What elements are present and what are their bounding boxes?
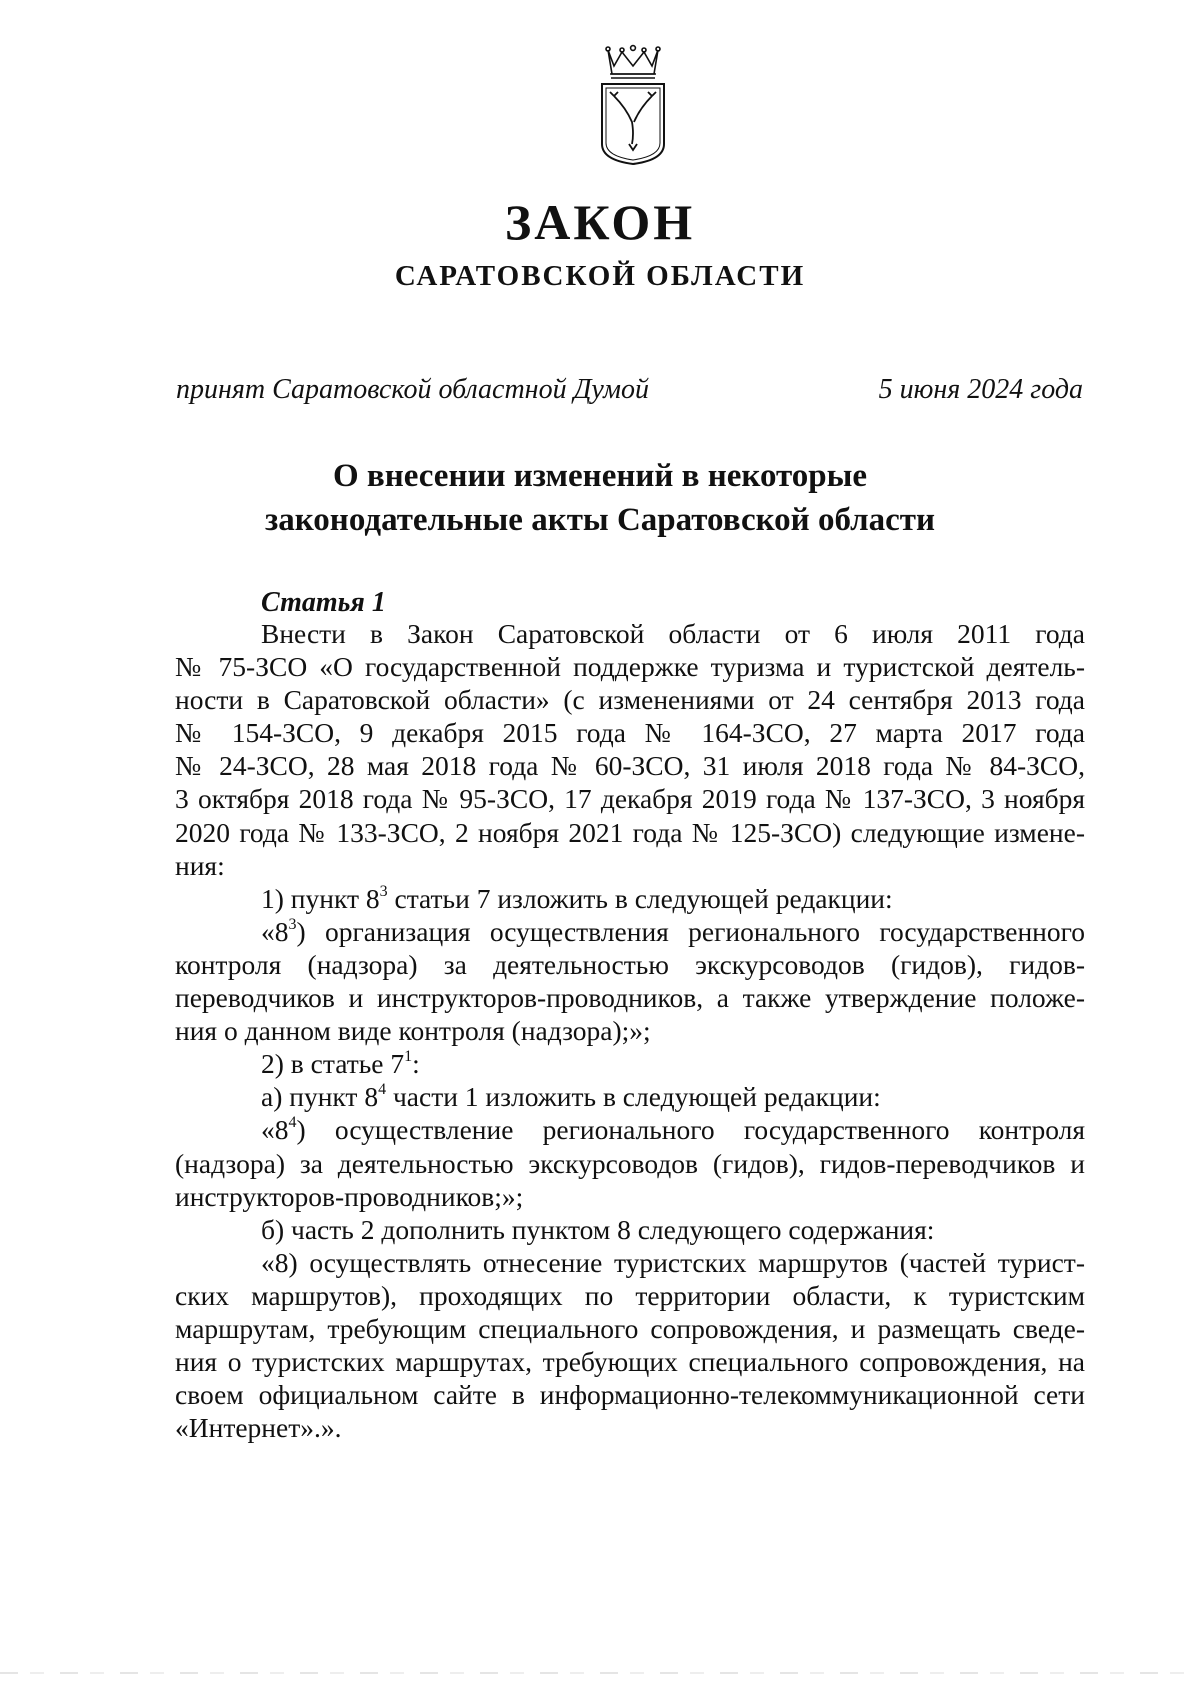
item-1 bbox=[175, 882, 1085, 915]
text-line: 2) в статье $7^1$: bbox=[261, 1048, 420, 1080]
text-line: инструкторов-проводников;»; bbox=[175, 1180, 524, 1212]
law-heading-line-2: законодательные акты Саратовской области bbox=[264, 502, 936, 538]
adopted-by-text: принят Саратовской областной Думой bbox=[176, 374, 649, 405]
item-2 bbox=[175, 1047, 1085, 1080]
text-line: своем официальном сайте в информационно-телекоммуникационной сети bbox=[175, 1379, 1085, 1411]
article-body bbox=[175, 617, 1085, 1444]
item-2a-text bbox=[175, 1113, 1085, 1212]
adoption-line bbox=[176, 372, 1083, 408]
item-2a bbox=[175, 1080, 1085, 1113]
text-line: б) часть 2 дополнить пунктом 8 следующего содержания: bbox=[261, 1213, 935, 1245]
intro-paragraph bbox=[175, 617, 1085, 882]
document-title: ЗАКОН bbox=[504, 194, 696, 250]
item-1-text bbox=[175, 915, 1085, 1047]
text-line: ских маршрутов), проходящих по территории области, к туристским bbox=[175, 1279, 1085, 1311]
text-line: ния: bbox=[175, 849, 225, 881]
article-title: Статья 1 bbox=[261, 587, 386, 618]
text-line: 3 октября 2018 года № 95-ЗСО, 17 декабря 2019 года № 137-ЗСО, 3 ноября bbox=[175, 783, 1085, 815]
scan-artifact-line bbox=[0, 1672, 1200, 1674]
text-line: «$8^3$) организация осуществления регионального государственного bbox=[261, 915, 1085, 947]
text-line: № 75-ЗСО «О государственной поддержке туризма и туристской деятель- bbox=[175, 651, 1085, 683]
text-line: № 154-ЗСО, 9 декабря 2015 года № 164-ЗСО, 27 марта 2017 года bbox=[175, 717, 1085, 749]
adoption-date: 5 июня 2024 года bbox=[878, 374, 1083, 405]
text-line: а) пункт $8^4$ части 1 изложить в следующей редакции: bbox=[261, 1081, 881, 1113]
item-2b-text bbox=[175, 1246, 1085, 1445]
law-heading bbox=[0, 454, 1200, 542]
text-line: ния о туристских маршрутах, требующих специального сопровождения, на bbox=[175, 1346, 1085, 1378]
item-2b bbox=[175, 1213, 1085, 1246]
text-line: 2020 года № 133-ЗСО, 2 ноября 2021 года № 125-ЗСО) следующие измене- bbox=[175, 816, 1085, 848]
text-line: ности в Саратовской области» (с изменениями от 24 сентября 2013 года bbox=[175, 684, 1085, 716]
text-line: маршрутам, требующим специального сопровождения, и размещать сведе- bbox=[175, 1312, 1085, 1344]
text-line: «Интернет».». bbox=[175, 1412, 342, 1444]
law-heading-line-1: О внесении изменений в некоторые bbox=[332, 458, 868, 494]
text-line: 1) пункт $8^3$ статьи 7 изложить в следующей редакции: bbox=[261, 882, 893, 914]
text-line: ния о данном виде контроля (надзора);»; bbox=[175, 1015, 651, 1047]
text-line: № 24-ЗСО, 28 мая 2018 года № 60-ЗСО, 31 июля 2018 года № 84-ЗСО, bbox=[175, 750, 1085, 782]
text-line: Внести в Закон Саратовской области от 6 июля 2011 года bbox=[261, 618, 1085, 649]
text-line: переводчиков и инструкторов-проводников, а также утверждение положе- bbox=[175, 982, 1085, 1014]
coat-of-arms-emblem bbox=[596, 44, 670, 166]
document-subtitle: САРАТОВСКОЙ ОБЛАСТИ bbox=[394, 260, 806, 292]
text-line: (надзора) за деятельностью экскурсоводов (гидов), гидов-переводчиков и bbox=[175, 1147, 1085, 1179]
text-line: «$8^4$) осуществление регионального государственного контроля bbox=[261, 1114, 1085, 1146]
text-line: «8) осуществлять отнесение туристских маршрутов (частей турист- bbox=[261, 1246, 1085, 1278]
text-line: контроля (надзора) за деятельностью экскурсоводов (гидов), гидов- bbox=[175, 948, 1085, 980]
